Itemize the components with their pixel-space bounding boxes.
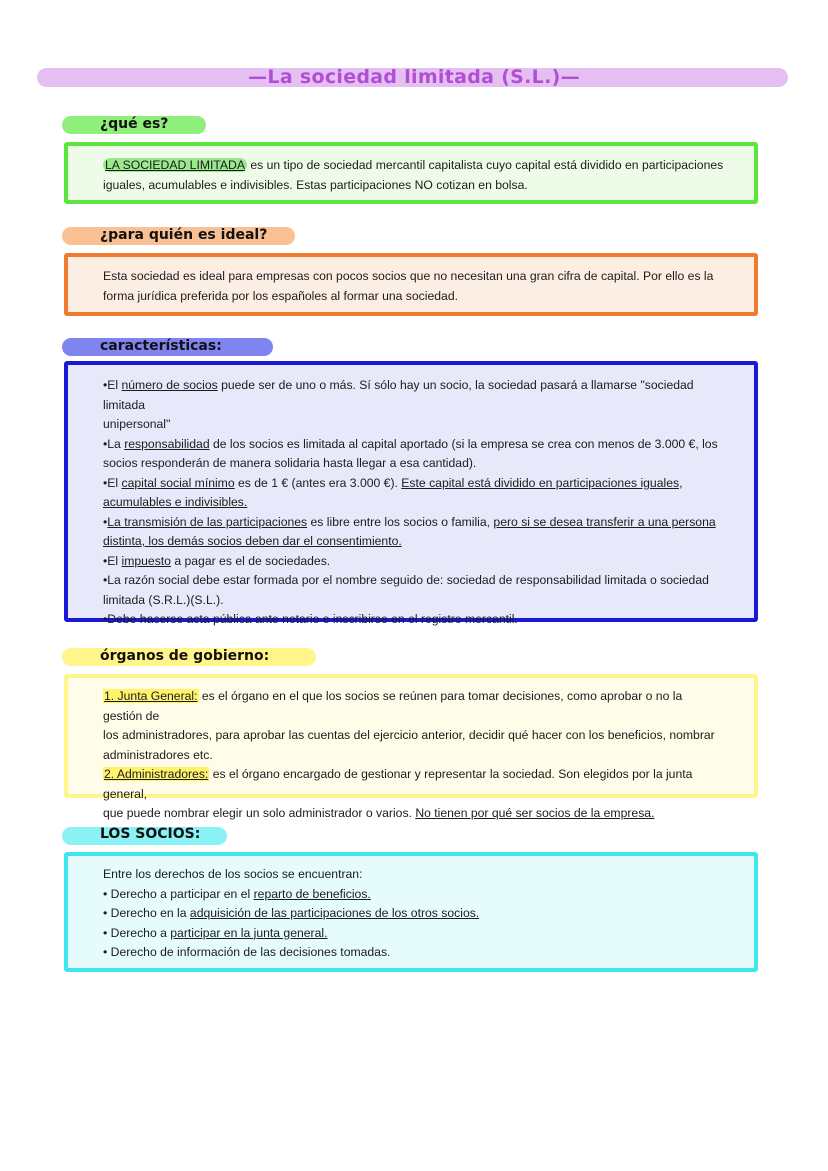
- que-es-label: ¿qué es?: [100, 116, 169, 132]
- socios-item-3: • Derecho a participar en la junta general.: [103, 925, 328, 940]
- page-title: —La sociedad limitada (S.L.)—: [248, 66, 580, 88]
- caract-bullet-6: •La razón social debe estar formada por el nombre seguido de: sociedad de responsabilidad limitada o sociedad: [103, 573, 709, 587]
- junta-general-line-2: los administradores, para aprobar las cuentas del ejercicio anterior, decidir qué hacer con los beneficios, nombrar: [103, 728, 715, 742]
- para-quien-box: [64, 253, 758, 316]
- socios-label: LOS SOCIOS:: [100, 826, 201, 842]
- caract-bullet-4-cont: distinta, los demás socios deben dar el consentimiento.: [103, 534, 402, 548]
- junta-general-line-3: administradores etc.: [103, 747, 213, 762]
- sociedad-limitada-highlight: LA SOCIEDAD LIMITADA: [105, 158, 245, 172]
- caracteristicas-box: [64, 361, 758, 626]
- socios-item-2: • Derecho en la adquisición de las participaciones de los otros socios.: [103, 906, 480, 920]
- junta-general-line-1: 1. Junta General: es el órgano en el que los socios se reúnen para tomar decisiones, como aprobar o no la gestión de: [103, 689, 683, 723]
- organos-label: órganos de gobierno:: [100, 648, 270, 664]
- para-quien-label: ¿para quién es ideal?: [100, 227, 268, 243]
- para-quien-line-1: Esta sociedad es ideal para empresas con pocos socios que no necesitan una gran cifra de capital. Por ello es la: [103, 269, 714, 283]
- caract-bullet-2: •La responsabilidad de los socios es limitada al capital aportado (si la empresa se crea con menos de 3.000 €, los: [103, 436, 718, 451]
- caract-bullet-1: •El número de socios puede ser de uno o más. Sí sólo hay un socio, la sociedad pasará a llamarse "sociedad limitada: [103, 378, 694, 412]
- administradores-line-2: que puede nombrar elegir un solo administrador o varios. No tienen por qué ser socios de la empresa.: [103, 806, 655, 820]
- caract-bullet-2-cont: socios responderán de manera solidaria hasta llegar a esa cantidad).: [103, 456, 477, 470]
- socios-box: [64, 852, 758, 972]
- administradores-label: 2. Administradores:: [104, 767, 209, 781]
- para-quien-line-2: forma jurídica preferida por los españoles al formar una sociedad.: [103, 288, 458, 303]
- que-es-line-2: iguales, acumulables e indivisibles. Estas participaciones NO cotizan en bolsa.: [103, 177, 528, 192]
- que-es-box: [64, 142, 758, 204]
- caracteristicas-label: características:: [100, 338, 222, 354]
- caract-bullet-1-cont: unipersonal": [103, 417, 171, 431]
- caract-bullet-3: •El capital social mínimo es de 1 € (antes era 3.000 €). Este capital está dividido en participaciones iguales,: [103, 475, 683, 490]
- caract-bullet-4: •La transmisión de las participaciones es libre entre los socios o familia, pero si se desea transferir a una persona: [103, 514, 716, 529]
- caract-bullet-7: •Debe hacerse acta pública ante notario e inscribirse en el registro mercantil.: [103, 612, 518, 626]
- caract-bullet-6-cont: limitada (S.R.L.)(S.L.).: [103, 592, 224, 607]
- caract-bullet-3-cont: acumulables e indivisibles.: [103, 495, 248, 509]
- junta-general-label: 1. Junta General:: [104, 689, 198, 703]
- socios-item-1: • Derecho a participar en el reparto de beneficios.: [103, 886, 371, 901]
- que-es-line-1: [103, 156, 724, 176]
- administradores-line-1: 2. Administradores: es el órgano encargado de gestionar y representar la sociedad. Son elegidos por la junta general,: [103, 767, 693, 801]
- organos-box: [64, 674, 758, 820]
- que-es-text-a: es un tipo de sociedad mercantil capitalista cuyo capital está dividido en participaciones: [246, 158, 724, 172]
- caract-bullet-5: •El impuesto a pagar es el de sociedades.: [103, 553, 331, 568]
- socios-intro: Entre los derechos de los socios se encuentran:: [103, 867, 363, 881]
- socios-item-4: • Derecho de información de las decisiones tomadas.: [103, 945, 391, 959]
